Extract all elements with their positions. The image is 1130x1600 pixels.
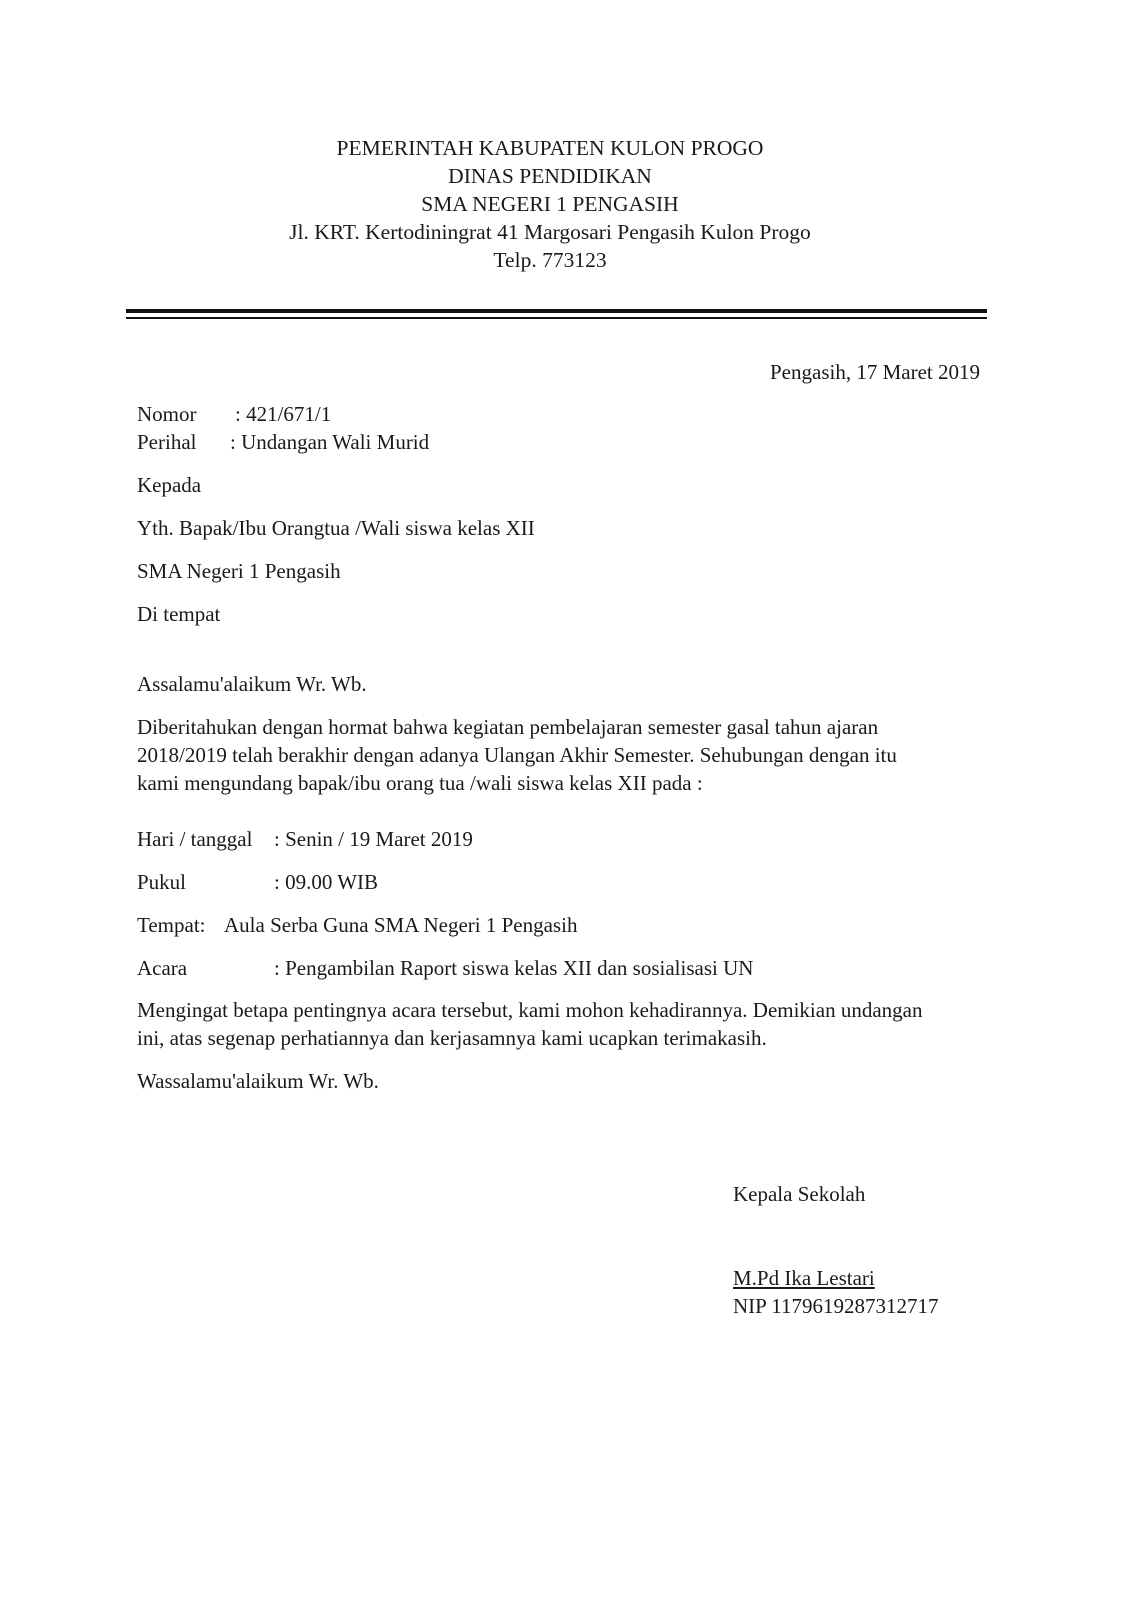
closing-line: ini, atas segenap perhatiannya dan kerjasamnya kami ucapkan terimakasih. bbox=[137, 1026, 767, 1050]
letterhead-divider-thick bbox=[126, 309, 987, 313]
detail-tempat-value: Aula Serba Guna SMA Negeri 1 Pengasih bbox=[224, 913, 578, 937]
signature-name: M.Pd Ika Lestari bbox=[733, 1266, 875, 1290]
closing-paragraph bbox=[137, 996, 997, 1052]
nomor-row bbox=[137, 400, 331, 428]
detail-pukul-label: Pukul bbox=[137, 870, 187, 894]
detail-tempat-label: Tempat: bbox=[137, 913, 206, 937]
body-line: kami mengundang bapak/ibu orang tua /wali siswa kelas XII pada : bbox=[137, 771, 703, 795]
perihal-row bbox=[137, 428, 429, 456]
letterhead-divider-thin bbox=[126, 317, 987, 319]
perihal-value: : Undangan Wali Murid bbox=[230, 430, 430, 454]
detail-hari-row bbox=[137, 825, 473, 853]
letterhead-phone: Telp. 773123 bbox=[493, 248, 607, 272]
body-line: Diberitahukan dengan hormat bahwa kegiatan pembelajaran semester gasal tahun ajaran bbox=[137, 715, 879, 739]
nomor-label: Nomor bbox=[137, 402, 197, 426]
letterhead-government: PEMERINTAH KABUPATEN KULON PROGO bbox=[336, 136, 764, 160]
detail-pukul-row bbox=[137, 868, 378, 896]
detail-tempat-row bbox=[137, 911, 577, 939]
detail-acara-value: : Pengambilan Raport siswa kelas XII dan sosialisasi UN bbox=[274, 956, 754, 980]
closing-line: Mengingat betapa pentingnya acara tersebut, kami mohon kehadirannya. Demikian undangan bbox=[137, 998, 923, 1022]
detail-hari-label: Hari / tanggal bbox=[137, 827, 253, 851]
letterhead-department: DINAS PENDIDIKAN bbox=[448, 164, 652, 188]
recipient-school: SMA Negeri 1 Pengasih bbox=[137, 559, 341, 583]
letterhead bbox=[0, 134, 1100, 274]
signature-nip: NIP 1179619287312717 bbox=[733, 1294, 939, 1318]
recipient-kepada: Kepada bbox=[137, 473, 202, 497]
perihal-label: Perihal bbox=[137, 430, 197, 454]
nomor-value: : 421/671/1 bbox=[235, 402, 332, 426]
greeting: Assalamu'alaikum Wr. Wb. bbox=[137, 672, 367, 696]
detail-acara-row bbox=[137, 954, 753, 982]
body-line: 2018/2019 telah berakhir dengan adanya Ulangan Akhir Semester. Sehubungan dengan itu bbox=[137, 743, 897, 767]
detail-hari-value: : Senin / 19 Maret 2019 bbox=[274, 827, 473, 851]
letterhead-school: SMA NEGERI 1 PENGASIH bbox=[421, 192, 679, 216]
detail-pukul-value: : 09.00 WIB bbox=[274, 870, 379, 894]
recipient-yth: Yth. Bapak/Ibu Orangtua /Wali siswa kelas XII bbox=[137, 516, 535, 540]
letterhead-address: Jl. KRT. Kertodiningrat 41 Margosari Pengasih Kulon Progo bbox=[289, 220, 811, 244]
recipient-place: Di tempat bbox=[137, 602, 221, 626]
letter-date: Pengasih, 17 Maret 2019 bbox=[770, 360, 980, 384]
detail-acara-label: Acara bbox=[137, 956, 188, 980]
body-paragraph bbox=[137, 713, 997, 797]
signature-title: Kepala Sekolah bbox=[733, 1182, 866, 1206]
farewell: Wassalamu'alaikum Wr. Wb. bbox=[137, 1069, 379, 1093]
